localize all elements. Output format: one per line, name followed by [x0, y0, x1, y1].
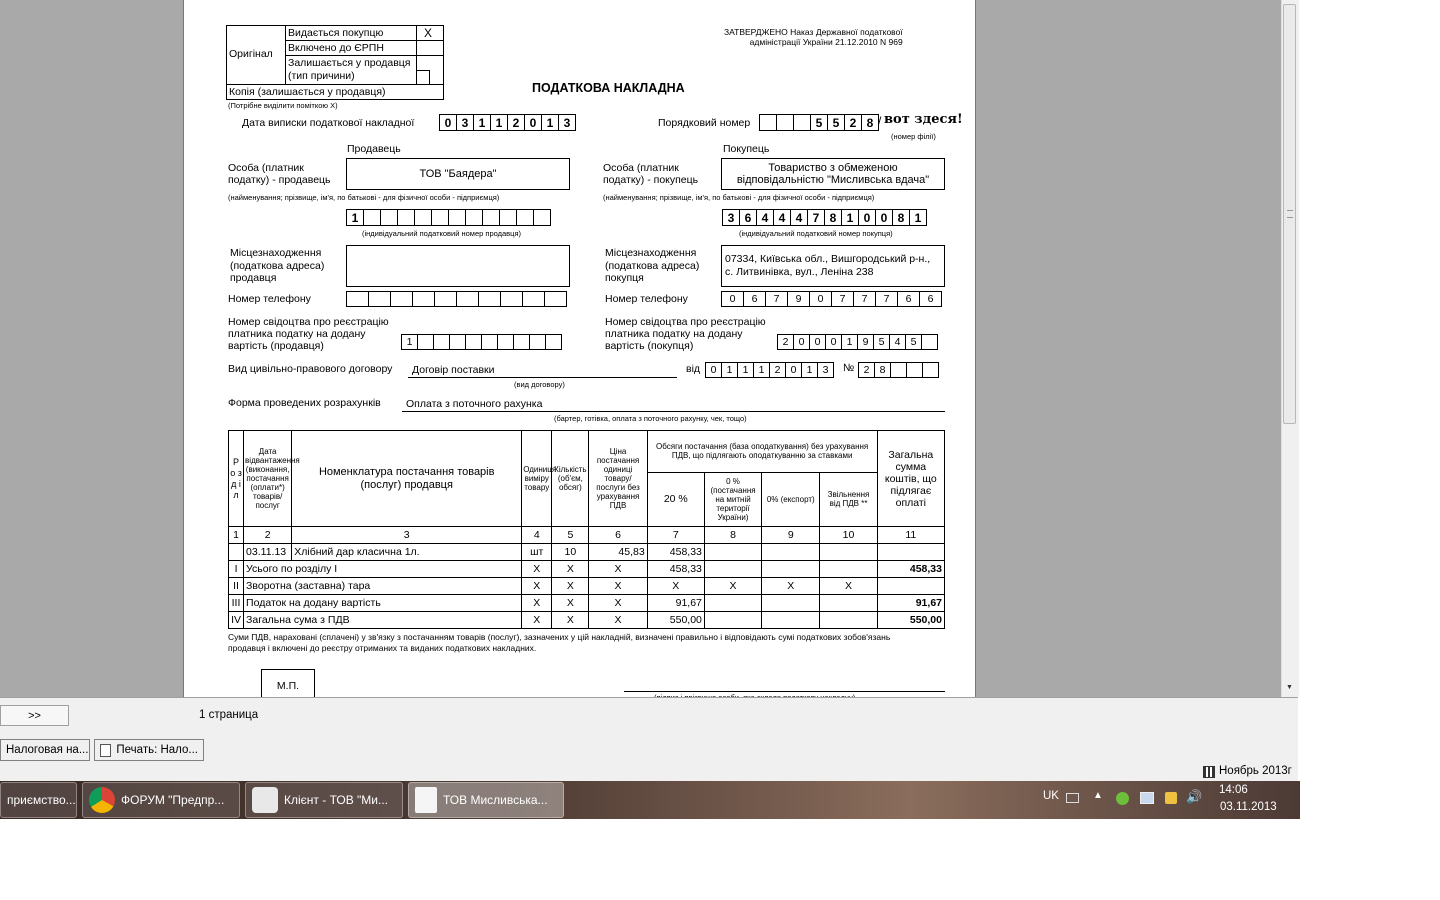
hdr-section: Р о з д і л	[229, 431, 244, 527]
seller-phone-cells	[347, 291, 567, 307]
digit	[478, 291, 501, 307]
digit: 0	[858, 209, 876, 226]
window-tab-print-label: Печать: Нало...	[116, 744, 198, 756]
cell: Податок на додану вартість	[244, 595, 522, 612]
cell	[704, 544, 761, 561]
cell: X	[589, 578, 647, 595]
contract-num-label: №	[843, 362, 855, 374]
orig-row-1: Видається покупцю	[288, 27, 384, 39]
buyer-addr-field: 07334, Київська обл., Вишгородський р-н., с. Литвинівка, вул., Леніна 238	[721, 245, 945, 287]
digit: 7	[875, 291, 898, 307]
digit: 1	[841, 209, 859, 226]
digit	[482, 209, 500, 226]
col-num: 10	[820, 527, 877, 544]
original-label: Оригінал	[229, 48, 273, 60]
cell	[820, 595, 877, 612]
digit: 3	[456, 114, 474, 131]
seller-addr-field	[346, 245, 570, 287]
buyer-cert-label: Номер свідоцтва про реєстрацію платника податку на додану вартість (покупця)	[605, 316, 766, 352]
seller-addr-label: Місцезнаходження (податкова адреса) продавця	[230, 247, 325, 284]
col-num: 6	[589, 527, 647, 544]
cell: шт	[522, 544, 552, 561]
chrome-icon	[89, 787, 115, 813]
digit	[499, 209, 517, 226]
language-indicator[interactable]: UK	[1043, 790, 1059, 802]
col-num: 1	[229, 527, 244, 544]
digit	[368, 291, 391, 307]
stamp-box: М.П.	[261, 669, 315, 703]
buyer-addr-label: Місцезнаходження (податкова адреса) покупця	[605, 247, 700, 284]
digit: 0	[809, 334, 826, 350]
taskbar-app-client[interactable]	[245, 782, 403, 818]
cell: X	[552, 578, 589, 595]
buyer-phone-label: Номер телефону	[605, 293, 688, 305]
digit: 3	[558, 114, 576, 131]
show-hidden-icons-icon[interactable]: ▲	[1093, 790, 1103, 801]
seller-ipn-note: (індивідуальний податковий номер продавця)	[362, 229, 522, 238]
seller-person-label: Особа (платник податку) - продавець	[228, 162, 331, 186]
orig-mark: X	[424, 26, 433, 40]
digit: 1	[490, 114, 508, 131]
cell: 458,33	[877, 561, 944, 578]
buyer-phone-cells	[722, 291, 942, 307]
contract-date-cells	[706, 362, 834, 378]
window-tab-nalogovaya[interactable]: Налоговая на...	[0, 739, 90, 761]
doc-title: ПОДАТКОВА НАКЛАДНА	[532, 81, 685, 95]
taskbar-app-label: приємство...	[7, 793, 76, 807]
digit: 0	[721, 291, 744, 307]
approved-note: ЗАТВЕРДЖЕНО Наказ Державної податкової адміністрації України 21.12.2010 N 969	[724, 27, 903, 47]
digit: 7	[807, 209, 825, 226]
table-row	[229, 595, 945, 612]
buyer-heading: Покупець	[723, 143, 770, 155]
digit: 4	[790, 209, 808, 226]
cell	[762, 612, 820, 629]
grip-icon	[1287, 210, 1293, 218]
date-panel	[0, 763, 1298, 781]
scroll-down-arrow-icon[interactable]: ▼	[1286, 684, 1293, 691]
digit: 9	[787, 291, 810, 307]
digit: 0	[785, 362, 802, 378]
digit: 2	[858, 362, 875, 378]
seller-phone-label: Номер телефону	[228, 293, 311, 305]
table-row	[229, 544, 945, 561]
cell	[704, 595, 761, 612]
hdr-0-domestic: 0 % (постачання на митній території України)	[704, 472, 761, 526]
digit: 8	[824, 209, 842, 226]
table-header-row	[229, 431, 945, 473]
table-row	[229, 612, 945, 629]
cell: X	[522, 595, 552, 612]
digit	[346, 291, 369, 307]
buyer-ipn-note: (індивідуальний податковий номер покупця)	[739, 229, 893, 238]
security-icon[interactable]	[1116, 792, 1129, 805]
keyboard-icon[interactable]	[1066, 793, 1079, 803]
print-doc-icon	[100, 744, 111, 757]
buyer-person-label: Особа (платник податку) - покупець	[603, 162, 699, 186]
cell: I	[229, 561, 244, 578]
volume-icon[interactable]: 🔊	[1186, 789, 1203, 804]
contract-note: (вид договору)	[514, 380, 565, 389]
digit	[545, 334, 562, 350]
digit	[433, 334, 450, 350]
hdr-exempt: Звільнення від ПДВ **	[820, 472, 877, 526]
network-icon[interactable]	[1140, 792, 1154, 804]
cell: Зворотна (заставна) тара	[244, 578, 522, 595]
cell: X	[589, 612, 647, 629]
buyer-ipn-cells	[723, 209, 927, 226]
digit: 1	[541, 114, 559, 131]
col-num: 4	[522, 527, 552, 544]
digit	[906, 362, 923, 378]
digit: 1	[346, 209, 364, 226]
digit: 1	[753, 362, 770, 378]
hdr-total: Загальна сумма коштів, що підлягає оплаті	[877, 431, 944, 527]
contract-from-label: від	[686, 363, 701, 375]
clock-date[interactable]: 03.11.2013	[1220, 801, 1277, 813]
digit: 2	[777, 334, 794, 350]
cell: X	[762, 578, 820, 595]
col-num: 5	[552, 527, 589, 544]
signature-line	[624, 690, 945, 692]
cell	[704, 612, 761, 629]
table-row	[229, 561, 945, 578]
reason-cell	[416, 70, 430, 85]
scroll-thumb[interactable]	[1283, 4, 1296, 424]
digit: 3	[817, 362, 834, 378]
digit: 2	[844, 114, 862, 131]
digit: 0	[809, 291, 832, 307]
digit: 8	[861, 114, 879, 131]
taskbar-app-label: ФОРУМ "Предпр...	[121, 793, 225, 807]
digit	[449, 334, 466, 350]
branch-note: (номер філії)	[891, 132, 936, 141]
period-label: Ноябрь 2013г	[1219, 765, 1292, 777]
digit: 7	[853, 291, 876, 307]
cell: 91,67	[877, 595, 944, 612]
digit: 4	[889, 334, 906, 350]
digit: 7	[831, 291, 854, 307]
cell: X	[522, 612, 552, 629]
order-cells	[760, 114, 882, 131]
digit	[890, 362, 907, 378]
digit	[544, 291, 567, 307]
digit: 9	[857, 334, 874, 350]
digit: 1	[721, 362, 738, 378]
cell: 550,00	[647, 612, 704, 629]
digit: 6	[897, 291, 920, 307]
digit: 1	[841, 334, 858, 350]
digit	[417, 334, 434, 350]
cell	[762, 595, 820, 612]
payment-value: Оплата з поточного рахунка	[406, 398, 543, 410]
taskbar-app-enterprise[interactable]	[0, 782, 77, 818]
digit	[397, 209, 415, 226]
java-icon	[252, 787, 278, 813]
digit	[481, 334, 498, 350]
col-num: 2	[244, 527, 292, 544]
digit	[759, 114, 777, 131]
digit	[414, 209, 432, 226]
cell: 45,83	[589, 544, 647, 561]
contract-value: Договір поставки	[412, 364, 495, 376]
hdr-volumes: Обсяги постачання (база оподаткування) без урахування ПДВ, що підлягають оподаткуванню за ставками	[647, 431, 877, 473]
cell: X	[704, 578, 761, 595]
digit: 3	[722, 209, 740, 226]
cell: Усього по розділу I	[244, 561, 522, 578]
seller-ipn-cells	[347, 209, 551, 226]
digit	[456, 291, 479, 307]
digit: 6	[919, 291, 942, 307]
goods-table	[228, 430, 945, 629]
digit	[793, 114, 811, 131]
cell: 91,67	[647, 595, 704, 612]
seller-cert-cells	[402, 334, 562, 350]
order-slash: /	[878, 114, 882, 128]
digit: 5	[810, 114, 828, 131]
seller-heading: Продавець	[347, 143, 401, 155]
cell: X	[522, 578, 552, 595]
cell: X	[589, 595, 647, 612]
digit	[522, 291, 545, 307]
digit	[412, 291, 435, 307]
table-number-row	[229, 527, 945, 544]
col-num: 8	[704, 527, 761, 544]
digit: 8	[874, 362, 891, 378]
digit	[921, 334, 938, 350]
copy-line	[226, 84, 444, 85]
digit	[533, 209, 551, 226]
digit	[529, 334, 546, 350]
mark-note: (Потрібне виділити поміткою Х)	[228, 101, 338, 110]
digit: 2	[507, 114, 525, 131]
cell: X	[820, 578, 877, 595]
payment-note: (бартер, готівка, оплата з поточного рахунку, чек, тощо)	[554, 414, 747, 423]
hdr-unit: Одиниця виміру товару	[522, 431, 552, 527]
cell	[877, 544, 944, 561]
digit	[390, 291, 413, 307]
digit	[500, 291, 523, 307]
cell	[820, 561, 877, 578]
digit: 1	[473, 114, 491, 131]
digit	[465, 209, 483, 226]
cell: Загальна сума з ПДВ	[244, 612, 522, 629]
digit: 0	[439, 114, 457, 131]
cell: III	[229, 595, 244, 612]
digit: 6	[743, 291, 766, 307]
digit: 1	[909, 209, 927, 226]
digit: 7	[765, 291, 788, 307]
cell	[762, 544, 820, 561]
cell	[820, 612, 877, 629]
seller-name-note: (найменування; прізвище, ім'я, по батькові - для фізичної особи - підприємця)	[228, 193, 500, 202]
document-page	[184, 0, 975, 697]
digit	[380, 209, 398, 226]
buyer-name-note: (найменування; прізвище, ім'я, по батькові - для фізичної особи - підприємця)	[603, 193, 875, 202]
hdr-0-export: 0% (експорт)	[762, 472, 820, 526]
col-num: 7	[647, 527, 704, 544]
contract-num-cells	[859, 362, 939, 378]
digit: 0	[524, 114, 542, 131]
taskbar-app-label: Клієнт - ТОВ "Ми...	[284, 793, 388, 807]
next-page-button[interactable]: >>	[0, 705, 69, 726]
hdr-20: 20 %	[647, 472, 704, 526]
digit: 0	[793, 334, 810, 350]
cell: II	[229, 578, 244, 595]
buyer-name-field: Товариство з обмеженою відповідальністю "Мисливська вдача"	[721, 158, 945, 190]
cell: X	[647, 578, 704, 595]
table-row	[229, 578, 945, 595]
date-cells	[440, 114, 576, 131]
col-num: 3	[292, 527, 522, 544]
hdr-date: Дата відвантаження (виконання, постачання (оплати*) товарів/ послуг	[244, 431, 292, 527]
cell	[820, 544, 877, 561]
hdr-nomenclature: Номенклатура постачання товарів (послуг) продавця	[292, 431, 522, 527]
digit: 6	[739, 209, 757, 226]
cell	[704, 561, 761, 578]
cell: X	[552, 612, 589, 629]
cell: 550,00	[877, 612, 944, 629]
seller-name-field: ТОВ "Баядера"	[346, 158, 570, 190]
status-bar	[0, 697, 1298, 738]
digit: 5	[873, 334, 890, 350]
window-tab-print[interactable]	[94, 739, 204, 761]
page-count: 1 страница	[199, 709, 259, 721]
digit	[776, 114, 794, 131]
digit: 1	[737, 362, 754, 378]
orig-row-3: Залишається у продавця (тип причини)	[288, 57, 411, 82]
payment-label: Форма проведених розрахунків	[228, 397, 381, 409]
digit: 0	[825, 334, 842, 350]
taskbar-app-label: ТОВ Мисливська...	[443, 793, 548, 807]
digit	[497, 334, 514, 350]
cell: 10	[552, 544, 589, 561]
digit	[513, 334, 530, 350]
digit	[448, 209, 466, 226]
cell: IV	[229, 612, 244, 629]
windows-taskbar	[0, 781, 1300, 819]
footer-statement: Суми ПДВ, нараховані (сплачені) у зв'язку з постачанням товарів (послуг), зазначених у цій накладній, визначені правильно і відповідають сумі податкових зобов'язань продавця і включені до реєстру отриманих та виданих податкових накладних.	[228, 632, 891, 653]
cell: 458,33	[647, 561, 704, 578]
date-label: Дата виписки податкової накладної	[242, 117, 415, 129]
digit: 0	[705, 362, 722, 378]
cell	[877, 578, 944, 595]
digit	[434, 291, 457, 307]
cell	[229, 544, 244, 561]
digit: 1	[401, 334, 418, 350]
cell: X	[552, 561, 589, 578]
taskbar-app-chrome[interactable]	[82, 782, 240, 818]
digit	[431, 209, 449, 226]
digit: 0	[875, 209, 893, 226]
cell: Хлібний дар класична 1л.	[292, 544, 522, 561]
window-tab-strip	[0, 737, 1298, 763]
copy-label: Копія (залишається у продавця)	[229, 86, 386, 98]
flag-icon[interactable]	[1165, 792, 1177, 804]
vot-annotation: вот здеся!	[884, 112, 963, 127]
col-num: 11	[877, 527, 944, 544]
digit: 4	[756, 209, 774, 226]
digit	[363, 209, 381, 226]
taskbar-app-invoice[interactable]	[408, 782, 564, 818]
digit: 4	[773, 209, 791, 226]
digit	[465, 334, 482, 350]
digit: 1	[801, 362, 818, 378]
hdr-price: Ціна постачання одиниці товару/ послуги без урахування ПДВ	[589, 431, 647, 527]
digit: 2	[769, 362, 786, 378]
digit: 5	[905, 334, 922, 350]
col-num: 9	[762, 527, 820, 544]
seller-cert-label: Номер свідоцтва про реєстрацію платника податку на додану вартість (продавця)	[228, 316, 389, 352]
buyer-cert-cells	[778, 334, 938, 350]
cell: 03.11.13	[244, 544, 292, 561]
cell: X	[522, 561, 552, 578]
digit: 8	[892, 209, 910, 226]
digit	[516, 209, 534, 226]
contract-label: Вид цивільно-правового договору	[228, 363, 393, 375]
order-label: Порядковий номер	[658, 117, 751, 129]
cell: 458,33	[647, 544, 704, 561]
clock-time[interactable]: 14:06	[1219, 784, 1248, 796]
cell: X	[552, 595, 589, 612]
hdr-qty: Кількість (об'єм, обсяг)	[552, 431, 589, 527]
cell	[762, 561, 820, 578]
digit: 5	[827, 114, 845, 131]
checklist-icon	[415, 787, 437, 813]
digit	[922, 362, 939, 378]
calendar-icon	[1203, 766, 1215, 778]
cell: X	[589, 561, 647, 578]
orig-row-2: Включено до ЄРПН	[288, 42, 384, 54]
